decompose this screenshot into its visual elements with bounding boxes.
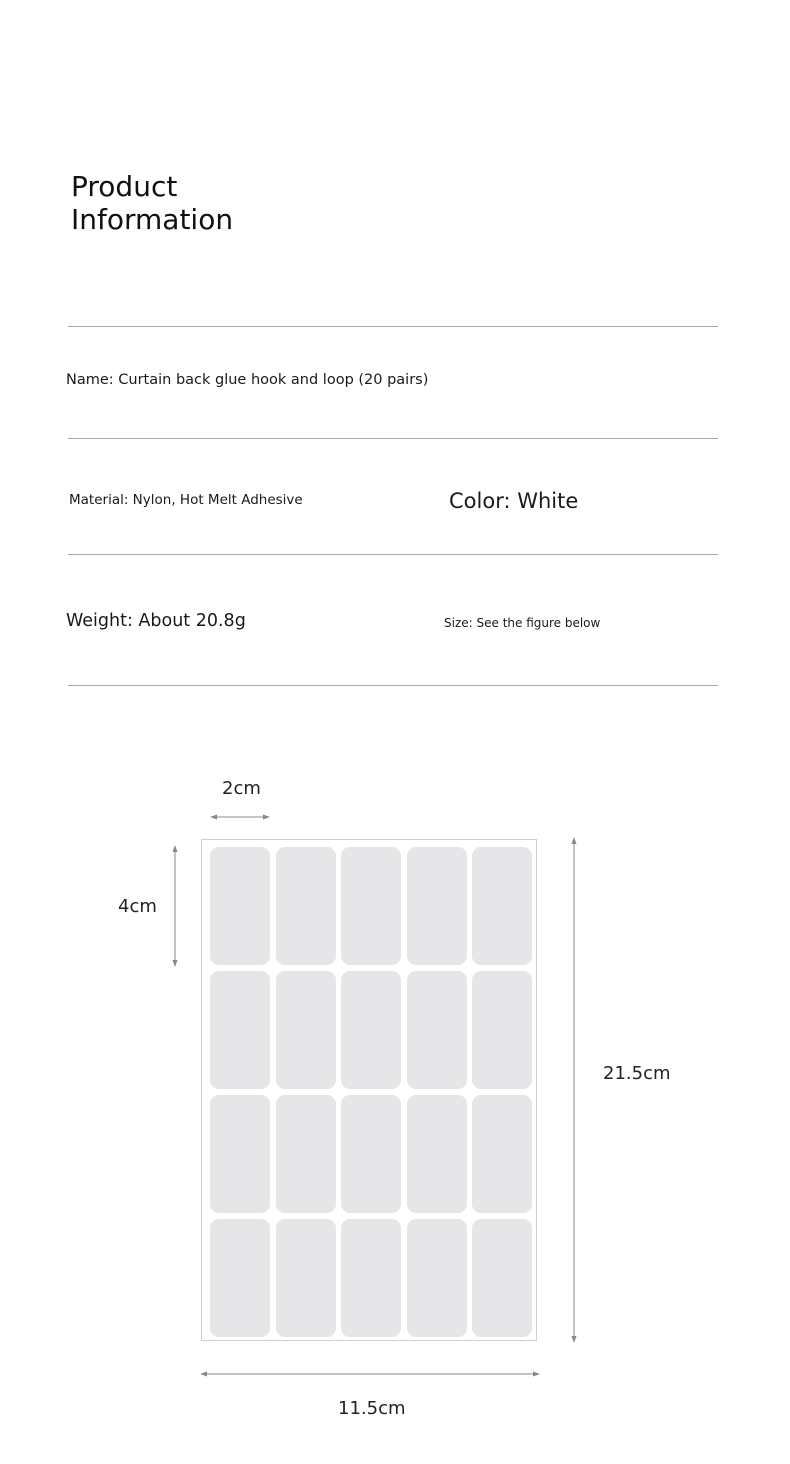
sheet-height-arrow xyxy=(572,837,577,1343)
title-line-2: Information xyxy=(71,203,234,236)
product-material: Material: Nylon, Hot Melt Adhesive xyxy=(69,492,303,508)
product-color: Color: White xyxy=(449,489,579,513)
pad-height-label: 4cm xyxy=(118,896,157,917)
title-line-1: Product xyxy=(71,170,178,203)
sheet-width-label: 11.5cm xyxy=(338,1398,406,1419)
pad-width-label: 2cm xyxy=(222,778,261,799)
sheet-height-label: 21.5cm xyxy=(603,1063,671,1084)
product-weight: Weight: About 20.8g xyxy=(66,611,246,631)
product-size: Size: See the figure below xyxy=(444,616,601,630)
product-name: Name: Curtain back glue hook and loop (20 pairs) xyxy=(66,372,429,388)
pad-height-arrow xyxy=(173,845,178,967)
pad-width-arrow xyxy=(210,815,270,820)
sheet-width-arrow xyxy=(200,1372,540,1377)
